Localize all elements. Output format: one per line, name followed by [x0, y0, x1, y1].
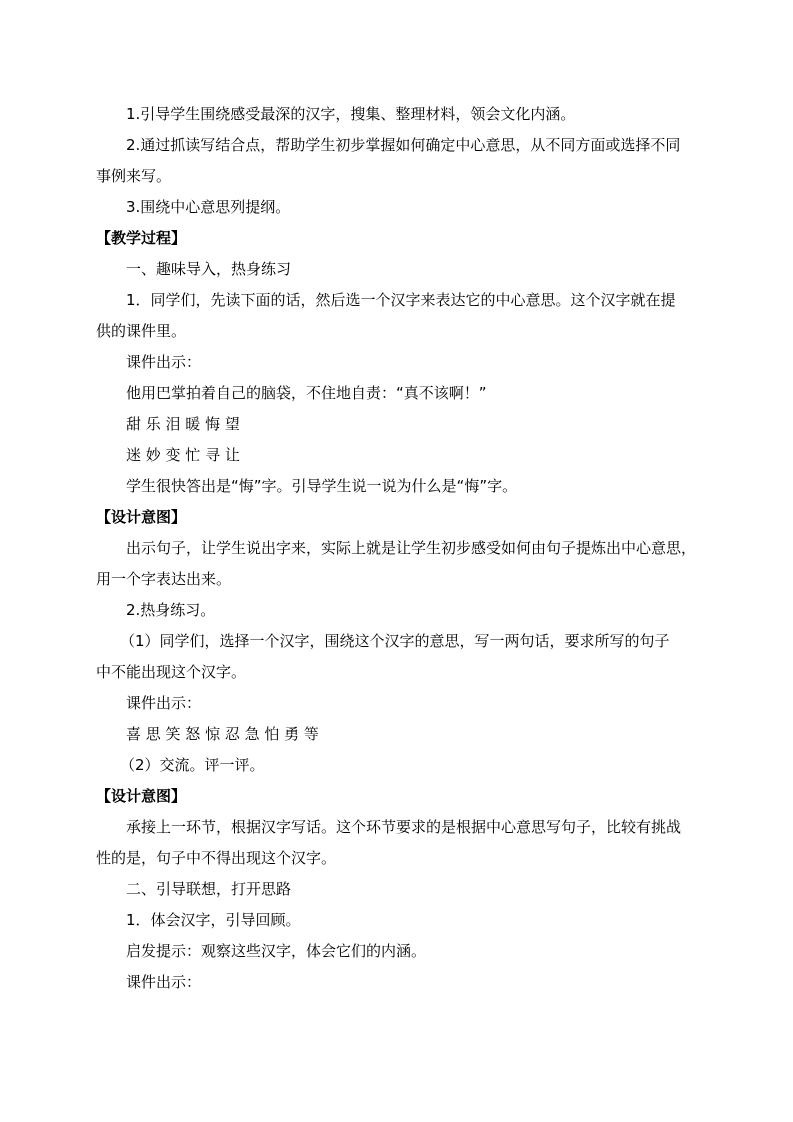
character-row-1: 甜 乐 泪 暖 悔 望 [126, 415, 240, 433]
objective-2-cont: 事例来写。 [96, 167, 172, 185]
design-intent-text-2: 承接上一环节，根据汉字写话。这个环节要求的是根据中心意思写句子，比较有挑战 [126, 818, 682, 836]
objective-2: 2.通过抓读写结合点，帮助学生初步掌握如何确定中心意思，从不同方面或选择不同 [126, 136, 681, 154]
section-heading-design-intent: 【设计意图】 [96, 508, 187, 526]
character-row-2: 迷 妙 变 忙 寻 让 [126, 446, 240, 464]
step-2-heading: 2.热身练习。 [126, 601, 216, 619]
example-sentence: 他用巴掌拍着自己的脑袋，不住地自责：“真不该啊！” [126, 384, 487, 402]
part-one-heading: 一、趣味导入，热身练习 [126, 260, 292, 278]
courseware-label: 课件出示： [126, 973, 202, 991]
design-intent-text-2-cont: 性的是，句子中不得出现这个汉字。 [96, 849, 337, 867]
step-1-text: 1．同学们，先读下面的话，然后选一个汉字来表达它的中心意思。这个汉字就在提 [126, 291, 676, 309]
part-two-heading: 二、引导联想，打开思路 [126, 880, 292, 898]
section-heading-teaching-process: 【教学过程】 [96, 229, 187, 247]
character-row-3: 喜 思 笑 怒 惊 忍 急 怕 勇 等 [126, 725, 319, 743]
design-intent-text-cont: 用一个字表达出来。 [96, 570, 232, 588]
step-1-heading-part-two: 1．体会汉字，引导回顾。 [126, 911, 301, 929]
step-1-text-cont: 供的课件里。 [96, 322, 187, 340]
step-2-sub-1-cont: 中不能出现这个汉字。 [96, 663, 247, 681]
objective-3: 3.围绕中心意思列提纲。 [126, 198, 291, 216]
hint-text: 启发提示：观察这些汉字，体会它们的内涵。 [126, 942, 427, 960]
courseware-label: 课件出示： [126, 694, 202, 712]
section-heading-design-intent: 【设计意图】 [96, 787, 187, 805]
courseware-label: 课件出示： [126, 353, 202, 371]
student-answer: 学生很快答出是“悔”字。引导学生说一说为什么是“悔”字。 [126, 477, 518, 495]
step-2-sub-2: （2）交流。评一评。 [120, 756, 265, 774]
objective-1: 1.引导学生围绕感受最深的汉字，搜集、整理材料，领会文化内涵。 [126, 105, 576, 123]
step-2-sub-1: （1）同学们，选择一个汉字，围绕这个汉字的意思，写一两句话，要求所写的句子 [120, 632, 670, 650]
design-intent-text: 出示句子，让学生说出字来，实际上就是让学生初步感受如何由句子提炼出中心意思， [126, 539, 697, 557]
